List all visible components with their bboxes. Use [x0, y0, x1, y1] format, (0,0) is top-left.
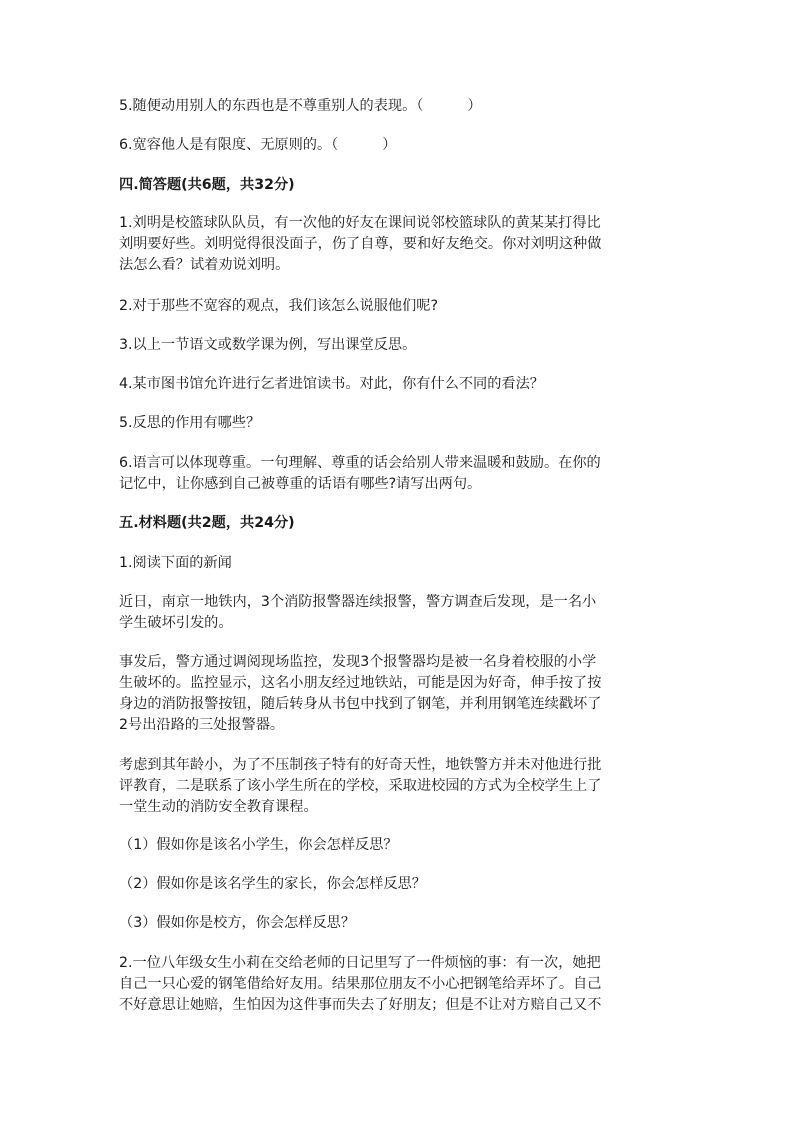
paren-close: ） [467, 98, 482, 114]
section-heading-material: 五.材料题(共2题，共24分) [119, 515, 295, 531]
text-line: 6.语言可以体现尊重。一句理解、尊重的话会给别人带来温暖和鼓励。在你的 [119, 455, 601, 471]
text-line: 2号出沿路的三处报警器。 [119, 717, 285, 733]
text-line: 事发后，警方通过调阅现场监控，发现3个报警器均是被一名身着校服的小学 [119, 654, 597, 670]
question-text: 5.随便动用别人的东西也是不尊重别人的表现。（ [119, 98, 424, 114]
text-line: 法怎么看？试着劝说刘明。 [119, 257, 290, 273]
text-line: 一堂生动的消防安全教育课程。 [119, 799, 318, 815]
text-line: 自己一只心爱的钢笔借给好友用。结果那位朋友不小心把钢笔给弄坏了。自己 [119, 976, 602, 992]
text-line: 不好意思让她赔，生怕因为这件事而失去了好朋友；但是不让对方赔自己又不 [119, 997, 602, 1013]
short-answer-question-1 [119, 213, 679, 276]
section-heading-short-answer: 四.简答题(共6题，共32分) [119, 177, 295, 193]
true-false-question-6 [119, 135, 679, 156]
sub-question-1: （1）假如你是该名小学生，你会怎样反思？ [119, 837, 398, 853]
short-answer-question-4: 4.某市图书馆允许进行乞者进馆读书。对此，你有什么不同的看法？ [119, 376, 544, 392]
true-false-question-5 [119, 96, 679, 117]
material-question-2 [119, 953, 679, 1016]
short-answer-question-3: 3.以上一节语文或数学课为例，写出课堂反思。 [119, 337, 417, 353]
short-answer-question-2: 2.对于那些不宽容的观点，我们该怎么说服他们呢? [119, 298, 439, 314]
text-line: 记忆中，让你感到自己被尊重的话语有哪些?请写出两句。 [119, 476, 482, 492]
text-line: 1.刘明是校篮球队队员，有一次他的好友在课间说邻校篮球队的黄某某打得比 [119, 215, 601, 231]
news-paragraph-1 [119, 592, 679, 634]
news-paragraph-3 [119, 755, 679, 818]
paren-close: ） [382, 137, 397, 153]
short-answer-question-6 [119, 453, 679, 495]
news-paragraph-2 [119, 652, 679, 736]
short-answer-question-5: 5.反思的作用有哪些？ [119, 415, 261, 431]
text-line: 身边的消防报警按钮，随后转身从书包中找到了钢笔，并利用钢笔连续戳坏了 [119, 696, 602, 712]
text-line: 刘明要好些。刘明觉得很没面子，伤了自尊，要和好友绝交。你对刘明这种做 [119, 236, 602, 252]
sub-question-3: （3）假如你是校方，你会怎样反思？ [119, 915, 356, 931]
text-line: 2.一位八年级女生小莉在交给老师的日记里写了一件烦恼的事：有一次，她把 [119, 955, 601, 971]
material-question-1-title: 1.阅读下面的新闻 [119, 555, 232, 571]
text-line: 考虑到其年龄小，为了不压制孩子特有的好奇天性，地铁警方并未对他进行批 [119, 757, 602, 773]
text-line: 生破坏的。监控显示，这名小朋友经过地铁站，可能是因为好奇，伸手按了按 [119, 675, 602, 691]
text-line: 学生破坏引发的。 [119, 615, 233, 631]
text-line: 评教育，二是联系了该小学生所在的学校，采取进校园的方式为全校学生上了 [119, 778, 602, 794]
text-line: 近日，南京一地铁内，3个消防报警器连续报警，警方调查后发现，是一名小 [119, 594, 597, 610]
sub-question-2: （2）假如你是该名学生的家长，你会怎样反思？ [119, 876, 426, 892]
question-text: 6.宽容他人是有限度、无原则的。（ [119, 137, 339, 153]
